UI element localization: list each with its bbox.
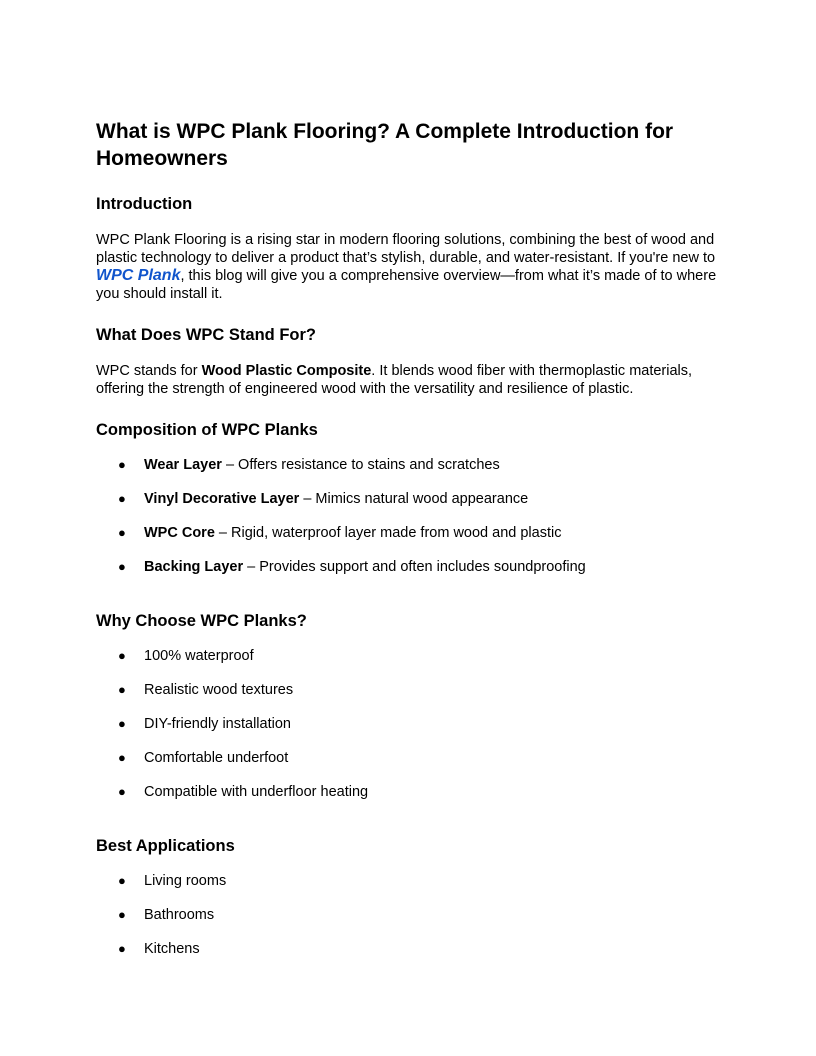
bullet-icon: ● <box>118 873 126 888</box>
bullet-icon: ● <box>118 784 126 799</box>
intro-text-before-link: WPC Plank Flooring is a rising star in modern flooring solutions, combining the best of wood and plastic technology to deliver a product that’s stylish, durable, and water-resistant. If you're new to <box>96 232 716 266</box>
why-choose-list <box>96 647 720 801</box>
bullet-icon: ● <box>118 682 126 697</box>
list-item <box>96 524 720 542</box>
list-item-desc: – Rigid, waterproof layer made from wood and plastic <box>214 525 562 541</box>
composition-list <box>96 456 720 576</box>
stand-for-paragraph <box>96 362 720 398</box>
document-page <box>96 118 720 958</box>
list-item-desc: – Mimics natural wood appearance <box>299 491 529 507</box>
list-item <box>96 906 720 924</box>
bullet-icon: ● <box>118 648 126 663</box>
list-item <box>96 872 720 890</box>
bullet-icon: ● <box>118 716 126 731</box>
list-item <box>96 715 720 733</box>
bullet-icon: ● <box>118 457 126 472</box>
list-item-text: Comfortable underfoot <box>144 750 289 766</box>
list-item-desc: – Provides support and often includes soundproofing <box>243 559 586 575</box>
section-heading-composition: Composition of WPC Planks <box>96 421 318 439</box>
section-heading-introduction: Introduction <box>96 195 193 213</box>
wpc-plank-link[interactable]: WPC Plank <box>96 267 181 284</box>
document-title: What is WPC Plank Flooring? A Complete Introduction for Homeowners <box>96 120 674 170</box>
stand-for-text-after-bold: . It blends wood fiber with thermoplastic materials, offering the strength of engineered wood with the versatility and resilience of plastic. <box>96 363 693 397</box>
list-item-text: Kitchens <box>144 941 200 957</box>
section-heading-why-choose: Why Choose WPC Planks? <box>96 612 307 630</box>
list-item <box>96 647 720 665</box>
bullet-icon: ● <box>118 750 126 765</box>
list-item-term: Vinyl Decorative Layer <box>144 491 300 507</box>
bullet-icon: ● <box>118 941 126 956</box>
applications-list <box>96 872 720 958</box>
section-heading-what-does-wpc-stand-for: What Does WPC Stand For? <box>96 326 316 344</box>
list-item-text: Compatible with underfloor heating <box>144 784 369 800</box>
bullet-icon: ● <box>118 559 126 574</box>
list-item <box>96 749 720 767</box>
stand-for-text-before-bold: WPC stands for <box>96 363 202 379</box>
list-item-text: Realistic wood textures <box>144 682 294 698</box>
list-item-term: Backing Layer <box>144 559 244 575</box>
stand-for-bold-term: Wood Plastic Composite <box>201 363 372 379</box>
list-item-text: Bathrooms <box>144 907 215 923</box>
list-item <box>96 490 720 508</box>
list-item <box>96 456 720 474</box>
intro-text-after-link: , this blog will give you a comprehensive overview—from what it’s made of to where you should install it. <box>96 268 717 302</box>
bullet-icon: ● <box>118 525 126 540</box>
bullet-icon: ● <box>118 491 126 506</box>
list-item-term: Wear Layer <box>144 457 222 473</box>
list-item-text: DIY-friendly installation <box>144 716 291 732</box>
list-item <box>96 940 720 958</box>
list-item-text: Living rooms <box>144 873 227 889</box>
list-item <box>96 681 720 699</box>
intro-paragraph <box>96 231 720 303</box>
list-item-text: 100% waterproof <box>144 648 254 664</box>
list-item-term: WPC Core <box>144 525 215 541</box>
list-item <box>96 558 720 576</box>
section-heading-best-applications: Best Applications <box>96 837 235 855</box>
list-item-desc: – Offers resistance to stains and scratches <box>221 457 500 473</box>
list-item <box>96 783 720 801</box>
bullet-icon: ● <box>118 907 126 922</box>
